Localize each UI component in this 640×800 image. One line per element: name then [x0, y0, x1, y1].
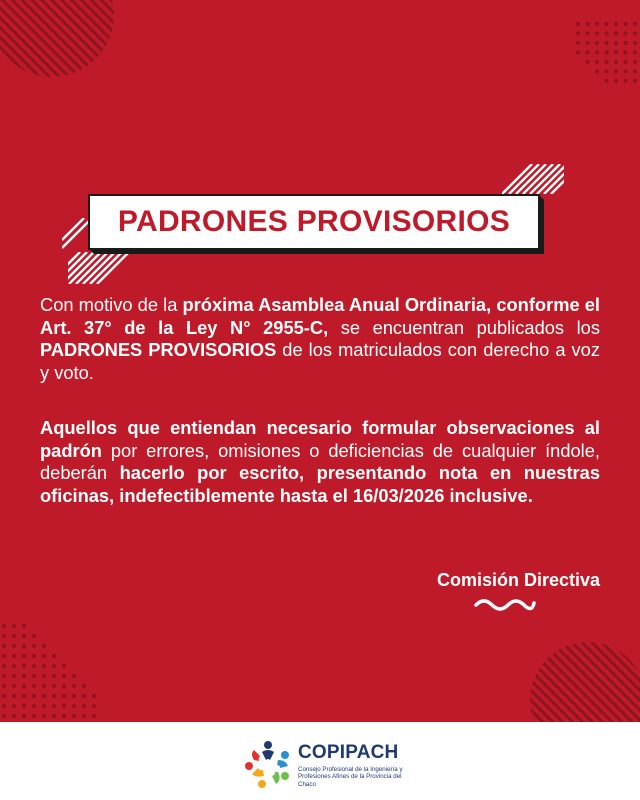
decorative-dot-grid-bottom-left [0, 622, 100, 722]
paragraph-instructions-bold-2: hacerlo por escrito, presentando nota en nuestras oficinas, indefectiblemente hasta el 16/03/2026 inclusive. [40, 462, 600, 506]
signature: Comisión Directiva [436, 570, 600, 590]
decorative-dot-grid-top-right [574, 20, 640, 90]
paragraph-intro-text-3: de los matriculados con derecho a voz y voto. [40, 339, 600, 383]
decorative-hatched-circle-bottom-right [526, 638, 640, 722]
logo-subtitle [298, 766, 408, 788]
paragraph-instructions [40, 417, 600, 507]
page-title: PADRONES PROVISORIOS [117, 205, 511, 238]
logo-name: COPIPACH [298, 742, 399, 763]
paragraph-instructions-text-1: por errores, omisiones o deficiencias de cualquier índole, deberán [40, 439, 600, 484]
decorative-stripes-top-right [502, 164, 564, 194]
decorative-stripes-bottom-left [68, 252, 130, 284]
decorative-hatched-circle-top-left [0, 0, 120, 85]
paragraph-intro-text-2: se encuentran publicados los [328, 316, 600, 338]
paragraph-intro-bold-1: próxima Asamblea Anual Ordinaria, conforme el Art. 37° de la Ley N° 2955-C, [40, 294, 600, 338]
paragraph-intro [40, 294, 600, 384]
paragraph-intro-bold-2: PADRONES PROVISORIOS [40, 339, 277, 361]
squiggle-decoration [472, 595, 536, 613]
logo-subtitle-line-1: Consejo Profesional de la Ingeniería y [298, 766, 403, 773]
title-box [88, 194, 544, 254]
copipach-logo-icon [242, 738, 294, 790]
paragraph-instructions-bold-1: Aquellos que entiendan necesario formular observaciones al padrón [40, 417, 600, 461]
logo-subtitle-line-2: Profesiones Afines de la Provincia del Chaco [298, 773, 402, 788]
paragraph-intro-text-1: Con motivo de la [40, 294, 183, 315]
